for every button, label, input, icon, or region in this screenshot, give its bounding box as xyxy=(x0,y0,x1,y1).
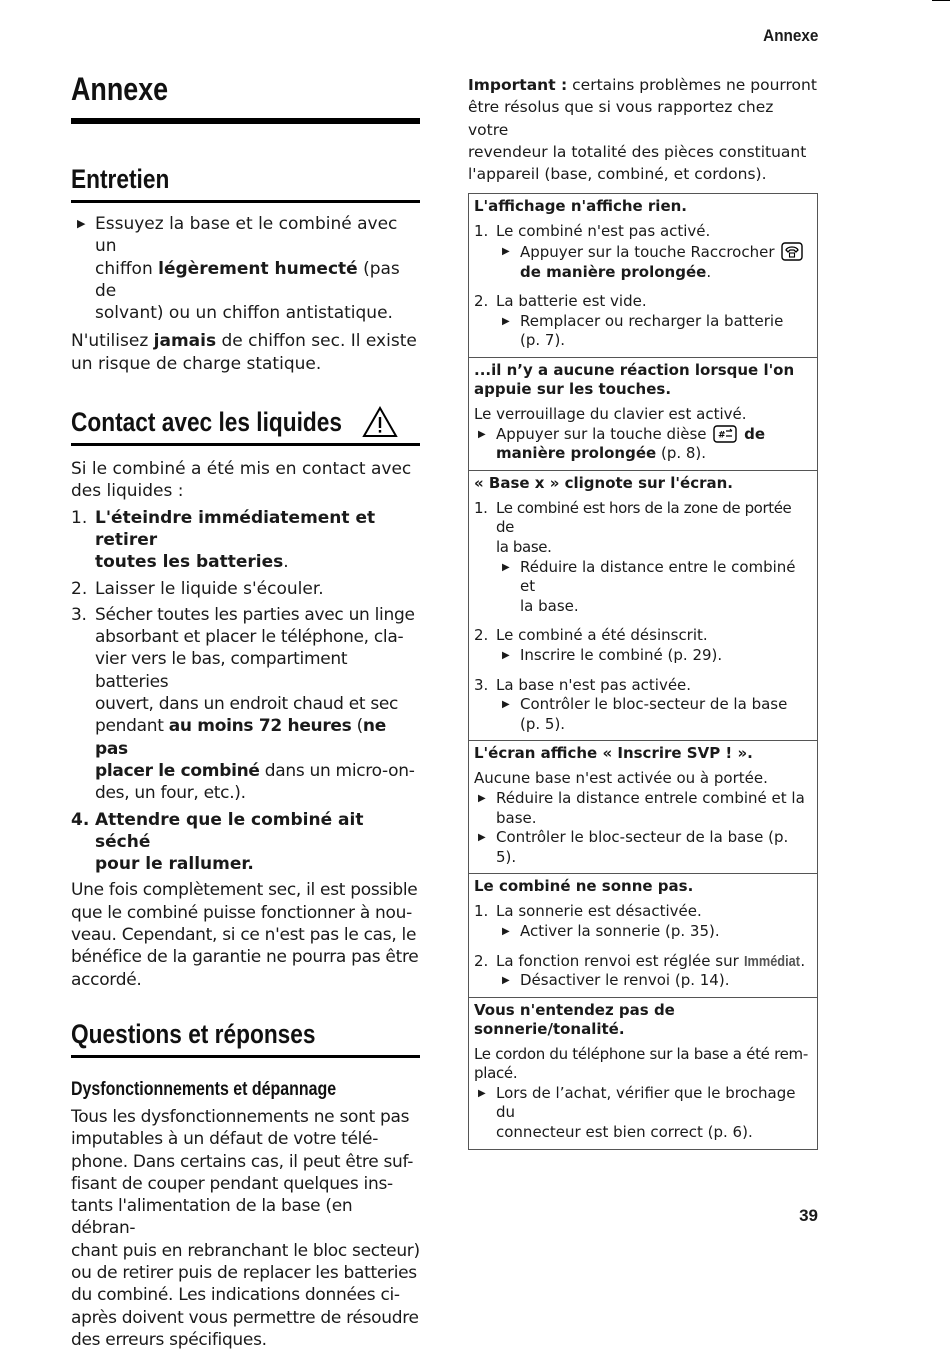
faq-cause: Le verrouillage du clavier est activé. xyxy=(474,405,747,424)
svg-text:#: # xyxy=(718,430,726,441)
triangle-bullet-icon: ▶ xyxy=(77,217,86,230)
triangle-bullet-icon: ▶ xyxy=(478,832,486,844)
left-column xyxy=(71,70,420,1351)
hang-up-key-icon xyxy=(781,242,803,261)
triangle-bullet-icon: ▶ xyxy=(502,561,510,573)
triangle-bullet-icon: ▶ xyxy=(502,649,510,661)
entretien-note: N'utilisez jamais de chiffon sec. Il existe un risque de charge statique. xyxy=(71,331,417,374)
triangle-bullet-icon: ▶ xyxy=(502,315,510,327)
triangle-bullet-icon: ▶ xyxy=(478,792,486,804)
list-item: 3. Sécher toutes les parties avec un linge absorbant et placer le téléphone, cla- vier vers le bas, compartiment batteries ouvert, dans un endroit chaud et sec pendant au moins 72 heures (ne pas placer le combiné dans un micro-on- des, un four, etc.). xyxy=(71,604,415,804)
faq-table xyxy=(468,193,818,1149)
faq-item: 2. La batterie est vide. xyxy=(474,292,647,311)
faq-action: ▶ Réduire la distance entrele combiné et la base. xyxy=(478,788,805,827)
faq-cell-keys xyxy=(469,358,817,471)
faq-action: ▶ Désactiver le renvoi (p. 14). xyxy=(502,971,730,990)
triangle-bullet-icon: ▶ xyxy=(478,428,486,440)
faq-item: 1. La sonnerie est désactivée. xyxy=(474,902,702,921)
triangle-bullet-icon: ▶ xyxy=(502,699,510,711)
faq-item: 2. Le combiné a été désinscrit. xyxy=(474,626,708,645)
faq-item: 1. Le combiné est hors de la zone de portée de la base. xyxy=(474,498,792,557)
liquides-intro: Si le combiné a été mis en contact avec des liquides : xyxy=(71,459,412,502)
liquides-steps xyxy=(71,507,420,876)
heading-questions: Questions et réponses xyxy=(71,1018,316,1049)
triangle-bullet-icon: ▶ xyxy=(502,246,510,258)
heading-liquides: Contact avec les liquides xyxy=(71,407,343,438)
faq-cell-tone xyxy=(469,998,817,1149)
faq-question: Le combiné ne sonne pas. xyxy=(474,877,694,896)
triangle-bullet-icon: ▶ xyxy=(502,925,510,937)
page-number: 39 xyxy=(799,1206,818,1225)
faq-action: ▶ Réduire la distance entre le combiné et la base. xyxy=(502,557,796,615)
faq-cell-display xyxy=(469,194,817,358)
list-item: 4. Attendre que le combiné ait séché pour le rallumer. xyxy=(71,809,364,875)
corner-rule xyxy=(932,0,950,1)
faq-cell-ringer xyxy=(469,874,817,997)
faq-question: Vous n'entendez pas de sonnerie/tonalité. xyxy=(474,1000,675,1038)
faq-action: ▶ Activer la sonnerie (p. 35). xyxy=(502,921,720,940)
faq-action: ▶ Appuyer sur la touche Raccrocher de manière prolongée. xyxy=(474,242,812,282)
subheading-depannage: Dysfonctionnements et dépannage xyxy=(71,1078,337,1100)
bullet-entretien: ▶ Essuyez la base et le combiné avec un chiffon légèrement humecté (pas de solvant) ou un chiffon antistatique. xyxy=(77,214,400,324)
faq-action: ▶ Contrôler le bloc-secteur de la base (p. 5). xyxy=(502,695,788,733)
faq-action: ▶ Appuyer sur la touche dièse # de manière prolongée (p. 8). xyxy=(478,424,765,463)
faq-question: « Base x » clignote sur l'écran. xyxy=(474,473,733,492)
faq-action: ▶ Remplacer ou recharger la batterie (p. 7). xyxy=(502,311,784,350)
triangle-bullet-icon: ▶ xyxy=(502,975,510,987)
triangle-bullet-icon: ▶ xyxy=(478,1087,486,1099)
faq-cause: Le cordon du téléphone sur la base a été rem- placé. xyxy=(474,1044,808,1083)
faq-cause: Aucune base n'est activée ou à portée. xyxy=(474,769,768,788)
faq-cell-base xyxy=(469,471,817,742)
list-item: 1. L'éteindre immédiatement et retirer toutes les batteries. xyxy=(71,507,376,573)
hash-key-icon xyxy=(713,425,737,443)
faq-action: ▶ Lors de l’achat, vérifier que le brochage du connecteur est bien correct (p. 6). xyxy=(478,1083,796,1142)
faq-question: ...il n’y a aucune réaction lorsque l'on appuie sur les touches. xyxy=(474,361,795,399)
faq-item: 3. La base n'est pas activée. xyxy=(474,675,692,694)
list-item: 2. Laisser le liquide s'écouler. xyxy=(71,578,324,599)
chapter-title: Annexe xyxy=(71,71,169,107)
faq-item: 2. La fonction renvoi est réglée sur Immédiat. xyxy=(474,951,806,970)
menu-term: Immédiat xyxy=(743,952,800,970)
faq-item: 1. Le combiné n'est pas activé. xyxy=(474,222,711,241)
faq-question: L'écran affiche « Inscrire SVP ! ». xyxy=(474,744,753,763)
warning-icon xyxy=(362,406,398,438)
depannage-text: Tous les dysfonctionnements ne sont pas imputables à un défaut de votre télé- phone. Dans certains cas, il peut être suf- fisant de couper pendant quelques ins- tants l'alimentation de la base (en débran- chant puis en rebranchant le bloc secteur) ou de retirer puis de replacer les batteries du combiné. Les indications données ci- après doivent vous permettre de résoudre des erreurs spécifiques. xyxy=(71,1106,420,1350)
faq-question: L'affichage n'affiche rien. xyxy=(474,197,688,216)
running-header: Annexe xyxy=(762,26,818,45)
important-note: Important : certains problèmes ne pourront être résolus que si vous rapportez chez votre revendeur la totalité des pièces constituant l'appareil (base, combiné, et cordons). xyxy=(468,76,817,184)
heading-entretien: Entretien xyxy=(71,164,170,194)
faq-action: ▶ Contrôler le bloc-secteur de la base (p. 5). xyxy=(478,828,789,866)
faq-action: ▶ Inscrire le combiné (p. 29). xyxy=(502,645,723,664)
right-column xyxy=(468,74,818,1150)
liquides-outro: Une fois complètement sec, il est possible que le combiné puisse fonctionner à nou- veau. Cependant, si ce n'est pas le cas, le bénéfice de la garantie ne pourra pas être accordé. xyxy=(71,880,419,990)
faq-cell-register xyxy=(469,741,817,874)
